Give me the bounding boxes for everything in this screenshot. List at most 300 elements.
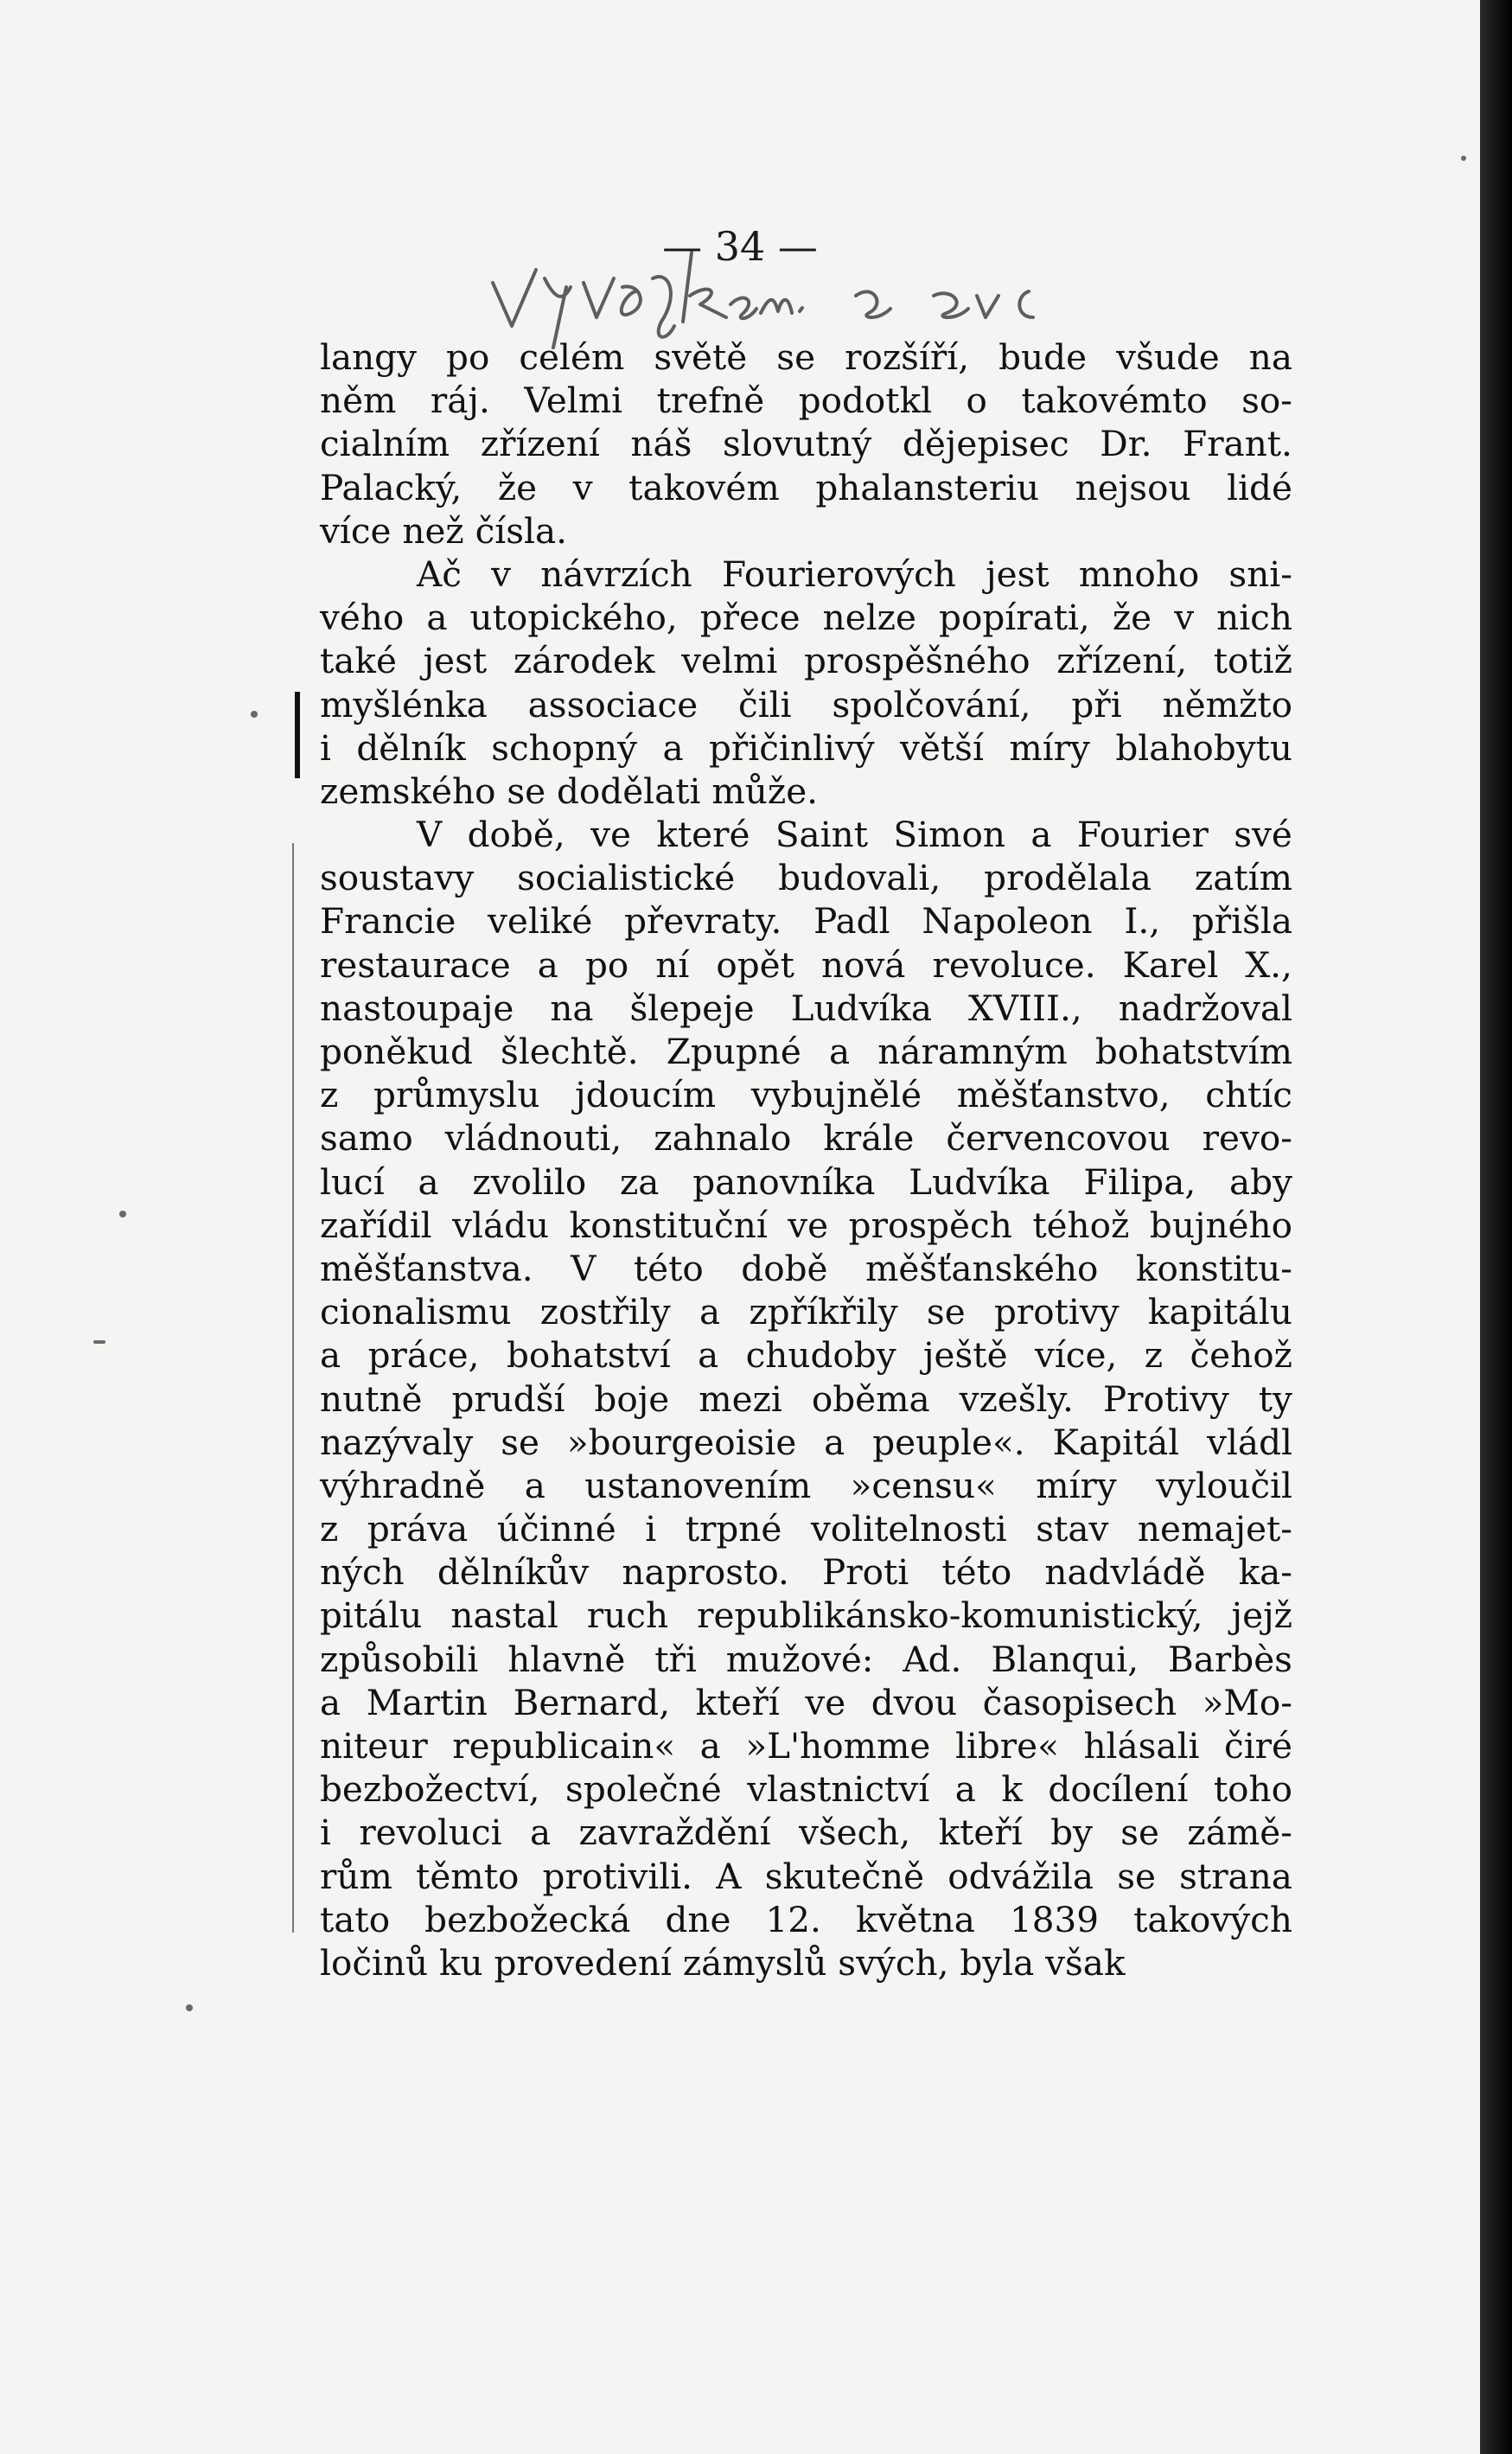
word: hlavně — [507, 1638, 626, 1680]
word: společné — [565, 1768, 722, 1811]
word: šlepeje — [629, 987, 755, 1029]
word: kapitálu — [1147, 1291, 1292, 1333]
word: mezi — [699, 1377, 782, 1420]
word: dvou — [871, 1681, 958, 1723]
word: této — [633, 1247, 704, 1289]
text-line — [320, 1333, 1292, 1377]
word: časopisech — [982, 1681, 1177, 1723]
word: této — [941, 1551, 1012, 1594]
text-line — [320, 1116, 1292, 1160]
word: samo — [320, 1117, 413, 1160]
word: boje — [594, 1377, 670, 1420]
text-line — [320, 1724, 1292, 1767]
text-line — [320, 1507, 1292, 1550]
text-line — [320, 1377, 1292, 1421]
word: lidé — [1227, 466, 1292, 508]
word: z — [320, 1508, 339, 1550]
text-line — [320, 1550, 1292, 1594]
word: zostřily — [539, 1291, 671, 1333]
text-line — [320, 379, 1292, 422]
word: zárodek — [513, 640, 655, 682]
word: blahobytu — [1115, 726, 1292, 769]
margin-line — [292, 843, 294, 1933]
word: trefně — [656, 380, 765, 422]
word: průmyslu — [373, 1074, 540, 1116]
text-line — [320, 899, 1292, 943]
word: zařídil — [320, 1204, 432, 1246]
word: dělníkův — [437, 1551, 590, 1594]
word: že — [1112, 597, 1152, 639]
word: celém — [519, 336, 625, 378]
word: Bernard, — [513, 1681, 671, 1723]
word: že — [497, 466, 538, 508]
word: docílení — [1048, 1768, 1189, 1811]
margin-mark — [295, 692, 300, 778]
word: bezbožectví, — [320, 1768, 540, 1811]
word: skutečně — [764, 1855, 925, 1897]
word: republicain« — [452, 1725, 676, 1767]
word: chtíc — [1205, 1074, 1292, 1116]
speck — [119, 1211, 126, 1217]
word: ve — [805, 1681, 846, 1723]
word: konstituční — [569, 1204, 768, 1246]
word: panovníka — [692, 1160, 876, 1203]
word: se — [501, 1421, 539, 1463]
text-line — [320, 553, 1292, 596]
speck — [93, 1340, 105, 1344]
word: a — [320, 1681, 341, 1723]
word: libre« — [954, 1725, 1059, 1767]
word: by — [1050, 1812, 1093, 1854]
word: nadvládě — [1044, 1551, 1206, 1594]
word: a — [828, 1031, 851, 1072]
word: kteří — [695, 1681, 780, 1723]
page-number: — 34 — — [662, 223, 818, 270]
word: zavraždění — [578, 1812, 771, 1854]
word: prospěch — [848, 1204, 1012, 1246]
word: takovém — [628, 466, 780, 508]
word: a — [426, 597, 448, 639]
text-line: ločinů ku provedení zámyslů svých, byla však — [320, 1941, 1126, 1984]
word: odvážila — [947, 1855, 1094, 1897]
word: nastal — [450, 1594, 558, 1637]
word: červencovou — [946, 1117, 1171, 1160]
word: době — [741, 1247, 828, 1289]
word: ráj. — [430, 380, 490, 422]
text-line — [320, 639, 1292, 682]
word: Frant. — [1183, 423, 1292, 465]
text-line: zemského se dodělati může. — [320, 770, 819, 812]
word: langy — [320, 336, 417, 378]
word: ustanovením — [584, 1464, 812, 1506]
word: a — [662, 726, 684, 769]
word: »Mo- — [1202, 1681, 1292, 1723]
word: stav — [1036, 1508, 1109, 1550]
word: Fourier — [1076, 814, 1209, 856]
word: způsobili — [320, 1638, 479, 1680]
word: opět — [716, 943, 794, 986]
text-line: více než čísla. — [320, 509, 568, 552]
word: něm — [320, 380, 397, 422]
word: zvolilo — [472, 1160, 587, 1203]
word: budovali, — [778, 857, 941, 899]
text-line — [320, 1160, 1292, 1204]
word: cionalismu — [320, 1291, 512, 1333]
text-line — [320, 422, 1292, 465]
word: dělník — [356, 726, 466, 769]
text-line — [320, 683, 1292, 726]
text-line — [320, 1594, 1292, 1637]
word: se — [1120, 1812, 1159, 1854]
word: míry — [1009, 726, 1090, 769]
word: výhradně — [320, 1464, 486, 1506]
word: nutně — [320, 1377, 423, 1420]
word: bohatství — [506, 1334, 671, 1377]
word: bude — [998, 336, 1088, 378]
word: vzešly. — [959, 1377, 1074, 1420]
word: a — [529, 1812, 552, 1854]
word: Proti — [822, 1551, 909, 1594]
word: i — [320, 726, 331, 769]
word: revoluci — [359, 1812, 502, 1854]
word: a — [320, 1334, 341, 1377]
word: jest — [423, 640, 488, 682]
word: Karel — [1122, 943, 1219, 986]
word: vládl — [1207, 1421, 1292, 1463]
word: I., — [1124, 900, 1161, 943]
word: zřízení — [480, 423, 600, 465]
text-line — [320, 726, 1292, 770]
text-line — [320, 1898, 1292, 1941]
word: Francie — [320, 900, 456, 943]
word: Ač — [417, 553, 462, 595]
word: náš — [630, 423, 692, 465]
word: němžto — [1162, 683, 1292, 725]
word: měšťanského — [864, 1247, 1099, 1289]
speck — [251, 711, 258, 718]
word: nemajet- — [1137, 1508, 1292, 1550]
word: zpříkřily — [749, 1291, 898, 1333]
word: V — [571, 1247, 597, 1289]
word: z — [1144, 1334, 1164, 1377]
word: dějepisec — [902, 423, 1069, 465]
word: větší — [900, 726, 984, 769]
word: za — [619, 1160, 660, 1203]
word: Zpupné — [666, 1031, 801, 1072]
word: nazývaly — [320, 1421, 474, 1463]
word: těmto — [416, 1855, 520, 1897]
text-line — [320, 813, 1292, 856]
word: své — [1234, 814, 1292, 856]
text-line — [320, 1204, 1292, 1247]
word: associace — [527, 683, 699, 725]
word: jejž — [1231, 1594, 1292, 1637]
word: prudší — [451, 1377, 565, 1420]
word: po — [446, 336, 490, 378]
word: cialním — [320, 423, 450, 465]
word: ještě — [923, 1334, 1008, 1377]
word: republikánsko-komunistický, — [697, 1594, 1203, 1637]
annotation-text: Vyvozky komu a svc — [484, 244, 494, 245]
word: niteur — [320, 1725, 428, 1767]
word: prospěšného — [803, 640, 1030, 682]
word: v — [491, 553, 512, 595]
word: nová — [820, 943, 906, 986]
word: takovémto — [1021, 380, 1208, 422]
text-line — [320, 943, 1292, 987]
text-line — [320, 336, 1292, 379]
text-line — [320, 1030, 1292, 1073]
word: a — [698, 1334, 719, 1377]
text-line — [320, 596, 1292, 639]
word: z — [320, 1074, 339, 1116]
word: vého — [320, 597, 405, 639]
word: hlásali — [1083, 1725, 1200, 1767]
word: naprosto. — [622, 1551, 789, 1594]
word: a — [537, 943, 558, 986]
word: zřízení, — [1056, 640, 1188, 682]
word: jdoucím — [575, 1074, 717, 1116]
word: aby — [1229, 1160, 1292, 1203]
word: utopického, — [469, 597, 678, 639]
text-line — [320, 1464, 1292, 1507]
text-line — [320, 1681, 1292, 1724]
word: Martin — [366, 1681, 488, 1723]
word: a — [954, 1768, 976, 1811]
word: tato — [320, 1898, 391, 1940]
word: so- — [1241, 380, 1292, 422]
word: prodělala — [984, 857, 1152, 899]
word: oběma — [811, 1377, 930, 1420]
word: mužové: — [725, 1638, 874, 1680]
text-line — [320, 1073, 1292, 1116]
word: lucí — [320, 1160, 385, 1203]
word: účinné — [496, 1508, 616, 1550]
word: všude — [1116, 336, 1220, 378]
word: Ludvíka — [790, 987, 933, 1029]
speck — [1461, 156, 1466, 161]
word: Velmi — [524, 380, 623, 422]
word: toho — [1213, 1768, 1292, 1811]
word: světě — [654, 336, 748, 378]
word: restaurace — [320, 943, 511, 986]
word: a — [524, 1464, 545, 1506]
word: X., — [1245, 943, 1292, 986]
word: května — [855, 1898, 975, 1940]
word: protivili. — [542, 1855, 693, 1897]
word: 1839 — [1009, 1898, 1100, 1940]
word: vyloučil — [1156, 1464, 1292, 1506]
word: se — [1117, 1855, 1156, 1897]
word: přišla — [1191, 900, 1292, 943]
word: nejsou — [1075, 466, 1191, 508]
word: popírati, — [939, 597, 1090, 639]
word: k — [1001, 1768, 1023, 1811]
word: náramným — [877, 1031, 1068, 1072]
word: velmi — [681, 640, 778, 682]
text-line — [320, 1247, 1292, 1290]
word: čiré — [1224, 1725, 1292, 1767]
word: zahnalo — [654, 1117, 792, 1160]
word: ve — [788, 1204, 829, 1246]
word: soustavy — [320, 857, 475, 899]
word: Ludvíka — [909, 1160, 1050, 1203]
word: sni- — [1228, 553, 1292, 595]
word: zámě- — [1187, 1812, 1292, 1854]
text-line — [320, 1855, 1292, 1898]
word: Dr. — [1100, 423, 1152, 465]
word: spolčování, — [832, 683, 1031, 725]
word: ruch — [586, 1594, 669, 1637]
word: totiž — [1213, 640, 1292, 682]
word: Saint — [775, 814, 869, 856]
word: i — [645, 1508, 657, 1550]
word: převraty. — [624, 900, 782, 943]
word: veliké — [488, 900, 593, 943]
word: krále — [823, 1117, 915, 1160]
word: návrzích — [540, 553, 692, 595]
word: nich — [1216, 597, 1292, 639]
word: bezbožecká — [424, 1898, 631, 1940]
word: revo- — [1202, 1117, 1292, 1160]
word: nelze — [822, 597, 916, 639]
word: kteří — [938, 1812, 1023, 1854]
word: chudoby — [745, 1334, 896, 1377]
word: podotkl — [798, 380, 933, 422]
word: vládu — [452, 1204, 550, 1246]
word: Barbès — [1168, 1638, 1292, 1680]
word: XVIII., — [967, 987, 1082, 1029]
word: na — [1248, 336, 1292, 378]
word: přičinlivý — [709, 726, 875, 769]
word: phalansteriu — [815, 466, 1040, 508]
text-line — [320, 1638, 1292, 1681]
word: Napoleon — [922, 900, 1093, 943]
word: Ad. — [903, 1638, 962, 1680]
word: schopný — [491, 726, 638, 769]
word: socialistické — [517, 857, 736, 899]
word: v — [572, 466, 593, 508]
word: jest — [986, 553, 1049, 595]
word: v — [1174, 597, 1195, 639]
word: ných — [320, 1551, 405, 1594]
word: takových — [1133, 1898, 1292, 1940]
word: Protivy — [1102, 1377, 1229, 1420]
word: míry — [1036, 1464, 1117, 1506]
word: které — [656, 814, 750, 856]
word: bujného — [1149, 1204, 1292, 1246]
speck — [186, 2004, 193, 2011]
word: V — [417, 814, 443, 856]
word: ní — [655, 943, 690, 986]
word: všech, — [798, 1812, 911, 1854]
word: slovutný — [722, 423, 872, 465]
word: šlechtě. — [501, 1031, 639, 1072]
word: pitálu — [320, 1594, 423, 1637]
word: měšťanstvo, — [956, 1074, 1171, 1116]
word: myšlénka — [320, 683, 488, 725]
word: »censu« — [850, 1464, 997, 1506]
word: Blanqui, — [991, 1638, 1139, 1680]
word: a — [699, 1725, 721, 1767]
word: o — [966, 380, 987, 422]
word: »bourgeoisie — [566, 1421, 797, 1463]
word: A — [716, 1855, 742, 1897]
text-line — [320, 1290, 1292, 1333]
word: 12. — [765, 1898, 821, 1940]
text-line — [320, 856, 1292, 899]
word: a — [699, 1291, 721, 1333]
word: trpné — [685, 1508, 782, 1550]
word: mnoho — [1078, 553, 1200, 595]
word: Simon — [893, 814, 1005, 856]
word: zatím — [1194, 857, 1292, 899]
text-line — [320, 1767, 1292, 1811]
word: čehož — [1190, 1334, 1292, 1377]
word: volitelnosti — [810, 1508, 1007, 1550]
page-edge — [1480, 0, 1512, 2454]
word: i — [320, 1812, 331, 1854]
word: Palacký, — [320, 466, 463, 508]
word: a — [418, 1160, 439, 1203]
word: rům — [320, 1855, 392, 1897]
word: dne — [665, 1898, 731, 1940]
word: práva — [367, 1508, 469, 1550]
word: se — [926, 1291, 966, 1333]
word: přece — [699, 597, 801, 639]
word: práce, — [367, 1334, 480, 1377]
word: Fourierových — [721, 553, 956, 595]
word: více, — [1034, 1334, 1118, 1377]
word: ty — [1258, 1377, 1292, 1420]
word: při — [1071, 683, 1122, 725]
text-line — [320, 1421, 1292, 1464]
word: na — [550, 987, 594, 1029]
body-text — [320, 336, 1292, 1984]
word: po — [584, 943, 629, 986]
word: poněkud — [320, 1031, 473, 1072]
word: ve — [590, 814, 631, 856]
word: Filipa, — [1083, 1160, 1196, 1203]
word: bohatstvím — [1094, 1031, 1292, 1072]
word: se — [776, 336, 816, 378]
text-line — [320, 466, 1292, 509]
word: konstitu- — [1135, 1247, 1292, 1289]
word: vlastnictví — [747, 1768, 930, 1811]
word: Padl — [813, 900, 890, 943]
word: nadržoval — [1118, 987, 1292, 1029]
word: měšťanstva. — [320, 1247, 533, 1289]
word: také — [320, 640, 397, 682]
word: revoluce. — [932, 943, 1096, 986]
word: rozšíří, — [845, 336, 970, 378]
word: době, — [467, 814, 565, 856]
word: téhož — [1032, 1204, 1130, 1246]
word: peuple«. — [872, 1421, 1025, 1463]
text-line — [320, 987, 1292, 1030]
word: a — [1030, 814, 1052, 856]
word: a — [824, 1421, 845, 1463]
word: nastoupaje — [320, 987, 514, 1029]
word: čili — [738, 683, 792, 725]
word: »L'homme — [745, 1725, 931, 1767]
text-line — [320, 1811, 1292, 1854]
word: ka- — [1238, 1551, 1292, 1594]
word: protivy — [993, 1291, 1120, 1333]
word: vládnouti, — [444, 1117, 622, 1160]
word: vybujnělé — [750, 1074, 922, 1116]
word: strana — [1179, 1855, 1292, 1897]
